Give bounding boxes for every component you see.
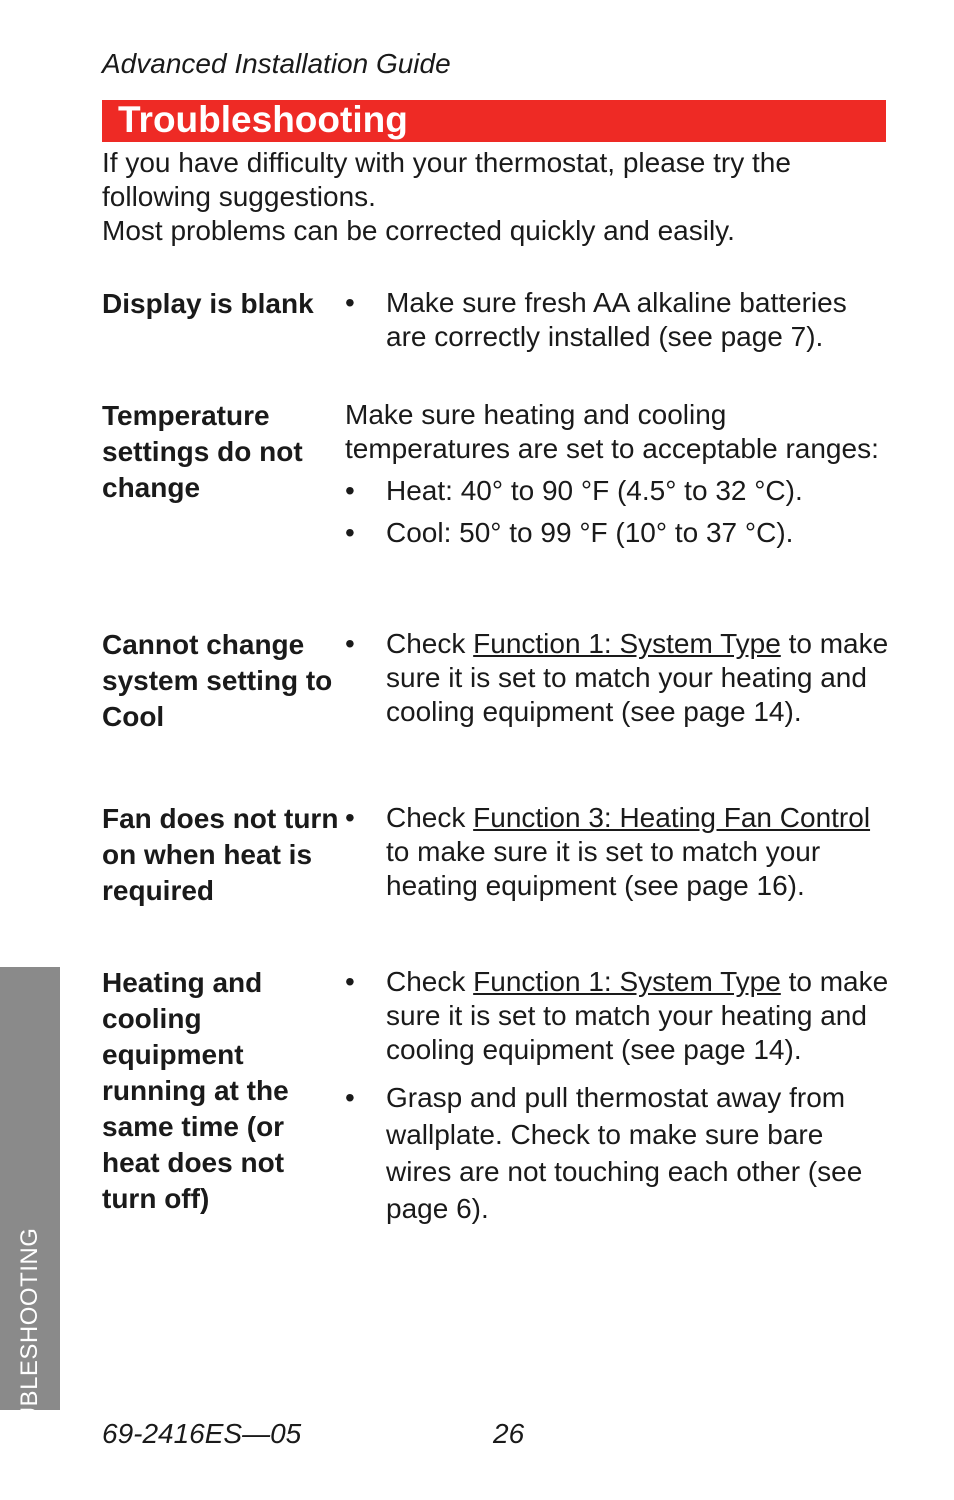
solution-text: to make sure it is set to match your heating equipment (see page 16). [386,836,821,901]
function-reference-link: Function 1: System Type [473,966,781,997]
bullet-icon: • [345,475,355,506]
bullet-icon: • [345,1082,355,1113]
solution-bullet [345,627,890,729]
solution-text: Grasp and pull thermostat away from wallplate. Check to make sure bare wires are not touching each other (see page 6). [386,1082,863,1224]
solution-text: Make sure heating and cooling temperatures are set to acceptable ranges: [345,399,879,464]
solution-text: Cool: 50° to 99 °F (10° to 37 °C). [386,517,794,548]
solution [345,627,890,729]
problem-label: Cannot change system setting to Cool [102,629,333,732]
solution-text: Make sure fresh AA alkaline batteries are correctly installed (see page 7). [386,287,847,352]
side-tab [0,967,60,1477]
page-number: 26 [493,1418,525,1449]
document-code: 69-2416ES—05 [102,1418,302,1449]
solution-bullet [345,286,890,354]
solution-text: to make sure it is set to match your heating and cooling equipment (see page 14). [386,966,889,1065]
solution-text: Check [386,966,474,997]
problem-label: Fan does not turn on when heat is required [102,803,339,906]
solution-bullet [345,1079,890,1227]
bullet-icon: • [345,517,355,548]
problem-label: Temperature settings do not change [102,400,303,503]
problem-label: Heating and cooling equipment running at the same time (or heat does not turn off) [102,967,289,1214]
intro-paragraph: If you have difficulty with your thermostat, please try the following suggestions. [102,147,791,212]
side-tab-label: TROUBLESHOOTING [16,1227,43,1477]
solution-text: Check [386,802,474,833]
bullet-icon: • [345,287,355,318]
function-reference-link: Function 1: System Type [473,628,781,659]
solution-bullet [345,801,890,903]
solution-text: Heat: 40° to 90 °F (4.5° to 32 °C). [386,475,803,506]
guide-title: Advanced Installation Guide [102,48,451,79]
bullet-icon: • [345,966,355,997]
solution-bullet [345,516,890,550]
solution [345,801,890,903]
bullet-icon: • [345,628,355,659]
solution [345,286,890,354]
bullet-icon: • [345,802,355,833]
section-title: Troubleshooting [118,99,408,140]
solution-text: Check [386,628,474,659]
solution-bullet [345,965,890,1067]
intro-paragraph: Most problems can be corrected quickly and easily. [102,215,735,246]
problem-label: Display is blank [102,288,314,319]
function-reference-link: Function 3: Heating Fan Control [473,802,871,833]
solution [345,965,890,1227]
section-header-bar [102,100,886,142]
intro-text [102,146,892,248]
solution [345,398,890,550]
solution-text: to make sure it is set to match your heating and cooling equipment (see page 14). [386,628,889,727]
solution-bullet [345,474,890,508]
